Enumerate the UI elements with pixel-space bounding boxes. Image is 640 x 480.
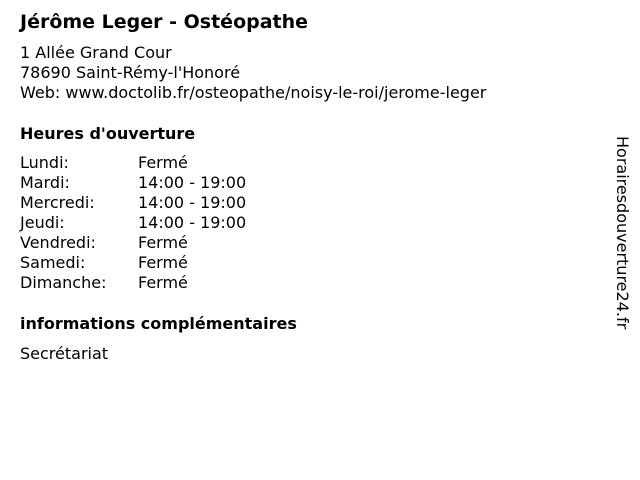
address-web: Web: www.doctolib.fr/osteopathe/noisy-le-roi/jerome-leger (20, 83, 487, 102)
day-label: Samedi: (20, 253, 86, 272)
day-hours: 14:00 - 19:00 (138, 213, 247, 232)
day-hours: Fermé (138, 273, 188, 292)
address-block (20, 43, 486, 103)
page-title: Jérôme Leger - Ostéopathe (20, 11, 309, 33)
hours-row-saturday (20, 253, 246, 273)
day-label: Mardi: (20, 173, 70, 192)
hours-row-tuesday (20, 173, 246, 193)
address-street: 1 Allée Grand Cour (20, 43, 172, 62)
day-hours: Fermé (138, 153, 188, 172)
hours-row-monday (20, 153, 246, 173)
hours-row-friday (20, 233, 246, 253)
day-hours: Fermé (138, 233, 188, 252)
hours-table (20, 153, 246, 293)
day-hours: Fermé (138, 253, 188, 272)
day-hours: 14:00 - 19:00 (138, 173, 247, 192)
day-label: Lundi: (20, 153, 69, 172)
day-label: Mercredi: (20, 193, 95, 212)
info-text: Secrétariat (20, 344, 109, 363)
site-watermark: Horairesdouverture24.fr (613, 136, 632, 330)
day-label: Jeudi: (20, 213, 65, 232)
hours-heading: Heures d'ouverture (20, 124, 196, 143)
hours-row-thursday (20, 213, 246, 233)
hours-row-sunday (20, 273, 246, 293)
address-city: 78690 Saint-Rémy-l'Honoré (20, 63, 241, 82)
day-label: Dimanche: (20, 273, 107, 292)
day-hours: 14:00 - 19:00 (138, 193, 247, 212)
day-label: Vendredi: (20, 233, 96, 252)
hours-row-wednesday (20, 193, 246, 213)
info-heading: informations complémentaires (20, 314, 297, 333)
